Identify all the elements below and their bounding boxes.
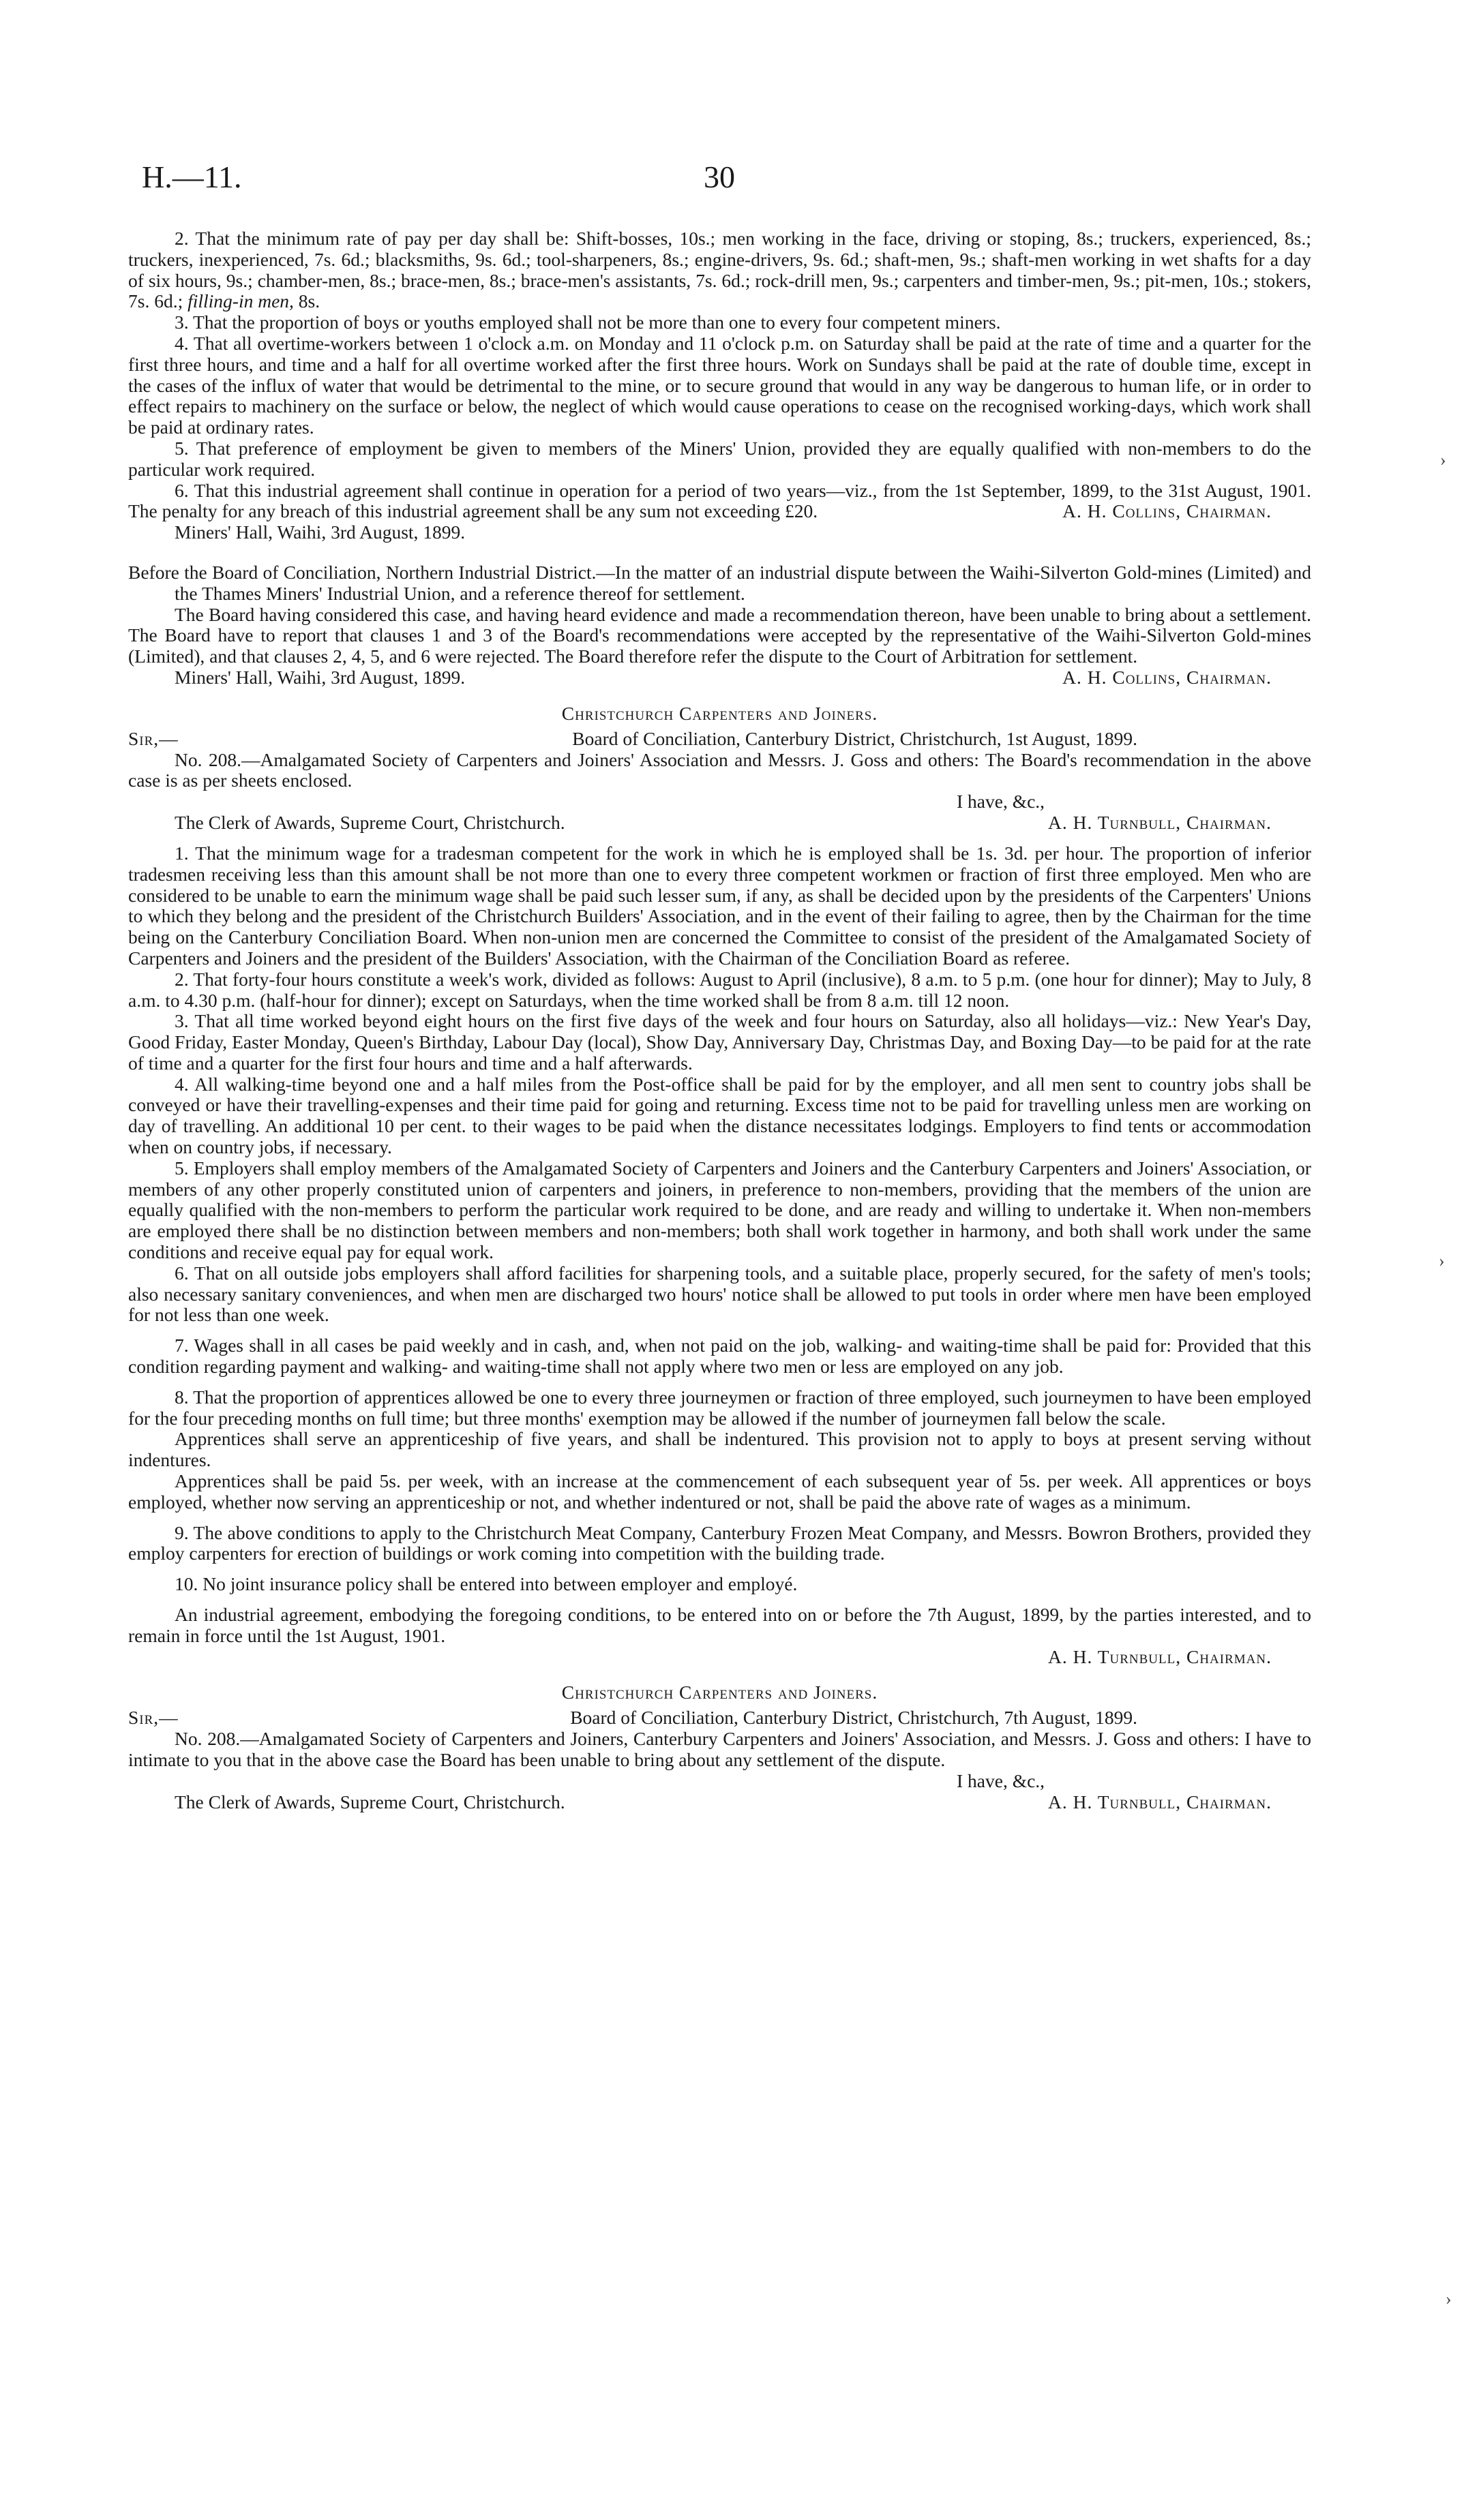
page-header xyxy=(0,159,1466,200)
letter-closing: I have, &c., xyxy=(957,1770,1045,1791)
clause-paragraph: 6. That on all outside jobs employers shall afford facilities for sharpening tools, and a suitable place, properly secured, for the safety of men's tools; also necessary sanitary conveniences, and when men are discharged two hours' notice shall be allowed to put tools in order where men have been employed for not less than one week. xyxy=(128,1262,1311,1326)
clause-paragraph: 5. Employers shall employ members of the Amalgamated Society of Carpenters and Joiners and the Canterbury Carpenters and Joiners' Association, or members of any other properly constituted union of carpenters and joiners, in preference to non-members, providing that the members of the union are equally qualified with the non-members to perform the particular work required to be done, and are ready and willing to undertake it. When non-members are employed there shall be no distinction between members and non-members; both shall work together in harmony, and both shall work under the same conditions and receive equal pay for equal work. xyxy=(128,1157,1311,1263)
clause-paragraph: 9. The above conditions to apply to the Christchurch Meat Company, Canterbury Frozen Meat Company, and Messrs. Bowron Brothers, provided they employ carpenters for erection of buildings or work coming into competition with the building trade. xyxy=(128,1521,1311,1564)
clause-paragraph: 3. That the proportion of boys or youths employed shall not be more than one to every four competent miners. xyxy=(175,312,1001,333)
clause-paragraph: 7. Wages shall in all cases be paid weekly and in cash, and, when not paid on the job, walking- and waiting-time shall be paid for: Provided that this condition regarding payment and walking- and waiting-time shall not apply where two men or less are employed on any job. xyxy=(128,1335,1311,1378)
margin-mark: › xyxy=(1440,450,1446,470)
salutation: Sir,— xyxy=(128,1707,179,1729)
margin-mark: › xyxy=(1439,1251,1445,1271)
chairman-signature: A. H. Turnbull, Chairman. xyxy=(1048,1791,1272,1812)
clause-paragraph: 4. That all overtime-workers between 1 o'clock a.m. on Monday and 11 o'clock p.m. on Saturday shall be paid at the rate of time and a quarter for the first three hours, and time and a half for all overtime worked after the first three hours. Work on Sundays shall be paid at the rate of double time, except in the cases of the influx of water that would be detrimental to the mine, or to secure ground that would in any way be dangerous to human life, or in order to effect repairs to machinery on the surface or below, the neglect of which would cause operations to cease on the recognised working-days, which work shall be paid at ordinary rates. xyxy=(128,332,1311,438)
chairman-signature: A. H. Collins, Chairman. xyxy=(1062,666,1272,688)
clause-paragraph: 10. No joint insurance policy shall be entered into between employer and employé. xyxy=(175,1573,798,1595)
clause-paragraph: An industrial agreement, embodying the foregoing conditions, to be entered into on or before the 7th August, 1899, by the parties interested, and to remain in force until the 1st August, 1901. xyxy=(128,1604,1311,1646)
board-report: The Board having considered this case, and having heard evidence and made a recommendation thereon, have been unable to bring about a settlement. The Board have to report that clauses 1 and 3 of the Board's recommendations were accepted by the representative of the Waihi-Silverton Gold-mines (Limited), and that clauses 2, 4, 5, and 6 were rejected. The Board therefore refer the dispute to the Court of Arbitration for settlement. xyxy=(128,603,1311,667)
clause-paragraph: 6. That this industrial agreement shall continue in operation for a period of two years—viz., from the 1st September, 1899, to the 31st August, 1901. The penalty for any breach of this industrial agreement shall be any sum not exceeding £20. A. H. Collins, Chairman. xyxy=(128,479,1311,522)
place-date: Miners' Hall, Waihi, 3rd August, 1899. xyxy=(175,521,466,543)
letter-header xyxy=(128,1707,1311,1729)
letter-address: Board of Conciliation, Canterbury District, Christchurch, 1st August, 1899. xyxy=(572,727,1137,749)
salutation: Sir,— xyxy=(128,727,179,749)
letter-body: No. 208.—Amalgamated Society of Carpenters and Joiners' Association and Messrs. J. Goss and others: The Board's recommendation in the above case is as per sheets enclosed. xyxy=(128,748,1311,791)
clause-paragraph: 3. That all time worked beyond eight hours on the first five days of the week and four hours on Saturday, also all holidays—viz.: New Year's Day, Good Friday, Easter Monday, Queen's Birthday, Labour Day (local), Show Day, Anniversary Day, Christmas Day, and Boxing Day—to be paid for at the rate of time and a quarter for the first four hours and time and a half afterwards. xyxy=(128,1010,1311,1074)
clause-paragraph: 1. That the minimum wage for a tradesman competent for the work in which he is employed shall be 1s. 3d. per hour. The proportion of inferior tradesmen receiving less than this amount shall be not more than one to every three competent workmen or fraction of first three employed. Men who are considered to be unable to earn the minimum wage shall be paid such lesser sum, if any, as shall be decided upon by the presidents of the Carpenters' Unions to which they belong and the president of the Christchurch Builders' Association, and in the event of their failing to agree, then by the Chairman for the time being on the Canterbury Conciliation Board. When non-union men are concerned the Committee to consist of the president of the Amalgamated Society of Carpenters and Joiners and the president of the Builders' Association, with the Chairman of the Conciliation Board as referee. xyxy=(128,842,1311,969)
letter-header xyxy=(128,729,1311,750)
letter-footer xyxy=(128,813,1311,834)
clause-paragraph: 5. That preference of employment be given to members of the Miners' Union, provided they are equally qualified with non-members to do the particular work required. xyxy=(128,437,1311,480)
letter-closing: I have, &c., xyxy=(957,791,1045,813)
place-date: Miners' Hall, Waihi, 3rd August, 1899. A. H. Collins, Chairman. xyxy=(175,666,1272,688)
margin-mark: › xyxy=(1446,2289,1452,2309)
clause-paragraph: 2. That forty-four hours constitute a week's work, divided as follows: August to April (inclusive), 8 a.m. to 5 p.m. (one hour for dinner); May to July, 8 a.m. to 4.30 p.m. (half-hour for dinner); except on Saturdays, when the time worked shall be from 8 a.m. till 12 noon. xyxy=(128,968,1311,1011)
chairman-signature: A. H. Collins, Chairman. xyxy=(1062,500,1272,522)
letter-recipient: The Clerk of Awards, Supreme Court, Christchurch. xyxy=(175,811,565,833)
section-heading: Christchurch Carpenters and Joiners. xyxy=(561,702,878,724)
page-number: 30 xyxy=(704,160,735,194)
section-heading: Christchurch Carpenters and Joiners. xyxy=(561,1682,878,1703)
clause-paragraph: Apprentices shall be paid 5s. per week, with an increase at the commencement of each subsequent year of 5s. per week. All apprentices or boys employed, whether now serving an apprenticeship or not, and whether indentured or not, shall be paid the above rate of wages as a minimum. xyxy=(128,1470,1311,1513)
clause-paragraph: 2. That the minimum rate of pay per day shall be: Shift-bosses, 10s.; men working in the face, driving or stoping, 8s.; truckers, experienced, 8s.; truckers, inexperienced, 7s. 6d.; blacksmiths, 9s. 6d.; tool-sharpeners, 8s.; engine-drivers, 9s. 6d.; shaft-men, 9s.; shaft-men working in wet shafts for a day of six hours, 9s.; chamber-men, 8s.; brace-men, 8s.; brace-men's assistants, 7s. 6d.; rock-drill men, 9s.; carpenters and timber-men, 9s.; pit-men, 10s.; stokers, 7s. 6d.; filling-in men, 8s. xyxy=(128,228,1311,312)
letter-footer xyxy=(128,1792,1311,1813)
clause-paragraph: Apprentices shall serve an apprenticeship of five years, and shall be indentured. This provision not to apply to boys at present serving without indentures. xyxy=(128,1428,1311,1471)
clause-paragraph: 4. All walking-time beyond one and a half miles from the Post-office shall be paid for by the employer, and all men sent to country jobs shall be conveyed or have their travelling-expenses and their time paid for going and returning. Excess time not to be paid for travelling unless men are working on day of travelling. An additional 10 per cent. to their wages to be paid when the distance necessitates lodgings. Employers to find tents or accommodation when on country jobs, if necessary. xyxy=(128,1073,1311,1158)
letter-address: Board of Conciliation, Canterbury District, Christchurch, 7th August, 1899. xyxy=(570,1707,1137,1729)
chairman-signature: A. H. Turnbull, Chairman. xyxy=(1048,1645,1272,1667)
proceeding-title: Before the Board of Conciliation, Northern Industrial District.—In the matter of an industrial dispute between the Waihi-Silverton Gold-mines (Limited) and the Thames Miners' Industrial Union, and a reference thereof for settlement. xyxy=(128,561,1311,604)
chairman-signature: A. H. Turnbull, Chairman. xyxy=(1048,811,1272,833)
letter-recipient: The Clerk of Awards, Supreme Court, Christchurch. xyxy=(175,1791,565,1812)
clause-paragraph: 8. That the proportion of apprentices allowed be one to every three journeymen or fraction of three employed, such journeymen to have been employed for the four preceding months on full time; but three months' exemption may be allowed if the number of journeymen fall below the scale. xyxy=(128,1386,1311,1429)
document-body xyxy=(128,228,1311,1813)
document-reference: H.—11. xyxy=(142,160,242,194)
letter-body: No. 208.—Amalgamated Society of Carpenters and Joiners, Canterbury Carpenters and Joiners' Association, and Messrs. J. Goss and others: I have to intimate to you that in the above case the Board has been unable to bring about any settlement of the dispute. xyxy=(128,1728,1311,1770)
